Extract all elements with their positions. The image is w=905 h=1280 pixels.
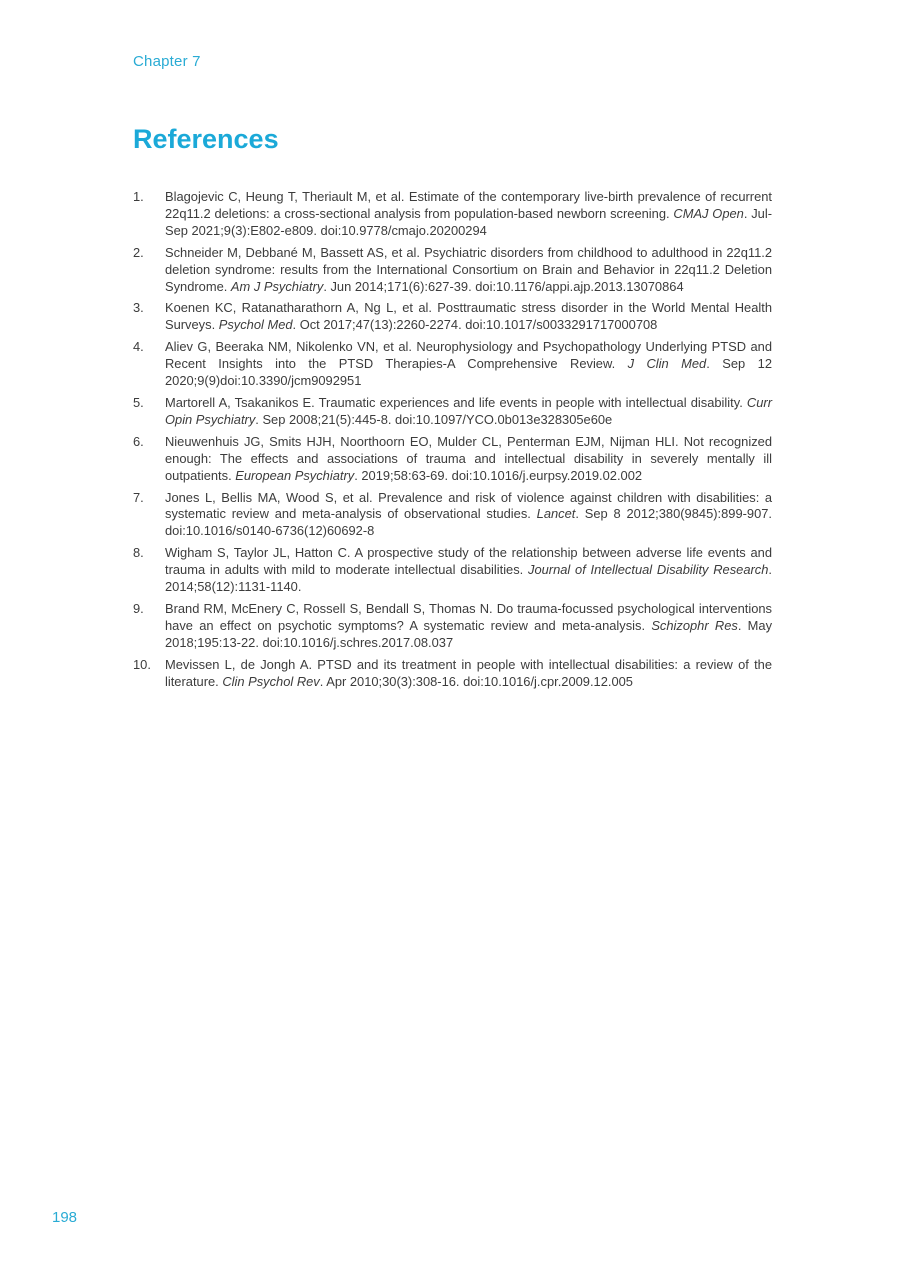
reference-text: Nieuwenhuis JG, Smits HJH, Noorthoorn EO, Mulder CL, Penterman EJM, Nijman HLI. Not recognized enough: The effects and associations of trauma and intellectual disability in severely mentally ill outpatients. [165, 433, 772, 483]
reference-number: 1. [133, 189, 144, 204]
page-number: 198 [52, 1209, 78, 1226]
reference-list [133, 189, 772, 695]
reference-details: . Sep 12 2020;9(9)doi:10.3390/jcm9092951 [165, 356, 772, 389]
reference-item [133, 395, 772, 429]
reference-details: . Oct 2017;47(13):2260-2274. doi:10.1017/s0033291717000708 [292, 317, 658, 333]
reference-number: 4. [133, 339, 144, 355]
reference-item [133, 339, 772, 390]
reference-journal: J Clin Med [627, 356, 707, 372]
reference-details: . May 2018;195:13-22. doi:10.1016/j.schres.2017.08.037 [165, 617, 773, 650]
reference-number: 3. [133, 300, 144, 316]
reference-journal: Curr Opin Psychiatry [165, 394, 772, 427]
reference-text: Brand RM, McEnery C, Rossell S, Bendall S, Thomas N. Do trauma-focussed psychological interventions have an effect on psychotic symptoms? A systematic review and meta-analysis. [165, 600, 772, 633]
reference-details: . Sep 2008;21(5):445-8. doi:10.1097/YCO.0b013e328305e60e [255, 411, 613, 427]
reference-details: . Apr 2010;30(3):308-16. doi:10.1016/j.cpr.2009.12.005 [319, 673, 633, 689]
reference-text: Schneider M, Debbané M, Bassett AS, et al. Psychiatric disorders from childhood to adulthood in 22q11.2 deletion syndrome: results from the International Consortium on Brain and Behavior in 22q11.2 Deletion Syndrome. [165, 244, 772, 294]
reference-details: . 2014;58(12):1131-1140. [165, 562, 772, 595]
reference-item [133, 657, 772, 691]
reference-item [133, 189, 772, 240]
reference-details: . Jun 2014;171(6):627-39. doi:10.1176/appi.ajp.2013.13070864 [323, 278, 684, 294]
reference-text: Aliev G, Beeraka NM, Nikolenko VN, et al. Neurophysiology and Psychopathology Underlying PTSD and Recent Insights into the PTSD Therapies-A Comprehensive Review. [165, 339, 772, 372]
reference-text: Jones L, Bellis MA, Wood S, et al. Prevalence and risk of violence against children with disabilities: a systematic review and meta-analysis of observational studies. [165, 489, 772, 522]
reference-item [133, 490, 772, 541]
reference-journal: Schizophr Res [651, 617, 738, 633]
reference-details: . 2019;58:63-69. doi:10.1016/j.eurpsy.2019.02.002 [354, 467, 643, 483]
reference-journal: Clin Psychol Rev [222, 673, 320, 689]
reference-item [133, 601, 772, 652]
reference-journal: CMAJ Open [673, 205, 744, 221]
reference-item [133, 434, 772, 485]
reference-text: Koenen KC, Ratanatharathorn A, Ng L, et al. Posttraumatic stress disorder in the World Mental Health Surveys. [165, 300, 772, 333]
reference-number: 6. [133, 433, 144, 449]
reference-number: 5. [133, 394, 144, 410]
page-title: References [133, 124, 279, 154]
reference-item [133, 300, 772, 334]
reference-journal: Lancet [536, 506, 576, 522]
reference-number: 9. [133, 600, 144, 616]
reference-number: 10. [133, 656, 151, 672]
reference-item [133, 545, 772, 596]
chapter-header: Chapter 7 [133, 53, 201, 70]
reference-number: 7. [133, 489, 144, 505]
reference-number: 8. [133, 545, 144, 561]
reference-journal: European Psychiatry [235, 467, 355, 483]
reference-text: Martorell A, Tsakanikos E. Traumatic experiences and life events in people with intellectual disability. [165, 394, 747, 410]
reference-journal: Journal of Intellectual Disability Research [528, 562, 769, 578]
reference-text: Wigham S, Taylor JL, Hatton C. A prospective study of the relationship between adverse life events and trauma in adults with mild to moderate intellectual disabilities. [165, 545, 772, 578]
reference-number: 2. [133, 244, 144, 260]
reference-details: . Jul-Sep 2021;9(3):E802-e809. doi:10.9778/cmajo.20200294 [165, 205, 773, 238]
reference-journal: Am J Psychiatry [230, 278, 324, 294]
reference-text: Blagojevic C, Heung T, Theriault M, et al. Estimate of the contemporary live-birth prevalence of recurrent 22q11.2 deletions: a cross-sectional analysis from population-based newborn screening. [165, 189, 772, 221]
reference-journal: Psychol Med [218, 317, 293, 333]
reference-text: Mevissen L, de Jongh A. PTSD and its treatment in people with intellectual disabilities: a review of the literature. [165, 656, 772, 689]
reference-details: . Sep 8 2012;380(9845):899-907. doi:10.1016/s0140-6736(12)60692-8 [165, 506, 772, 539]
reference-item [133, 245, 772, 296]
